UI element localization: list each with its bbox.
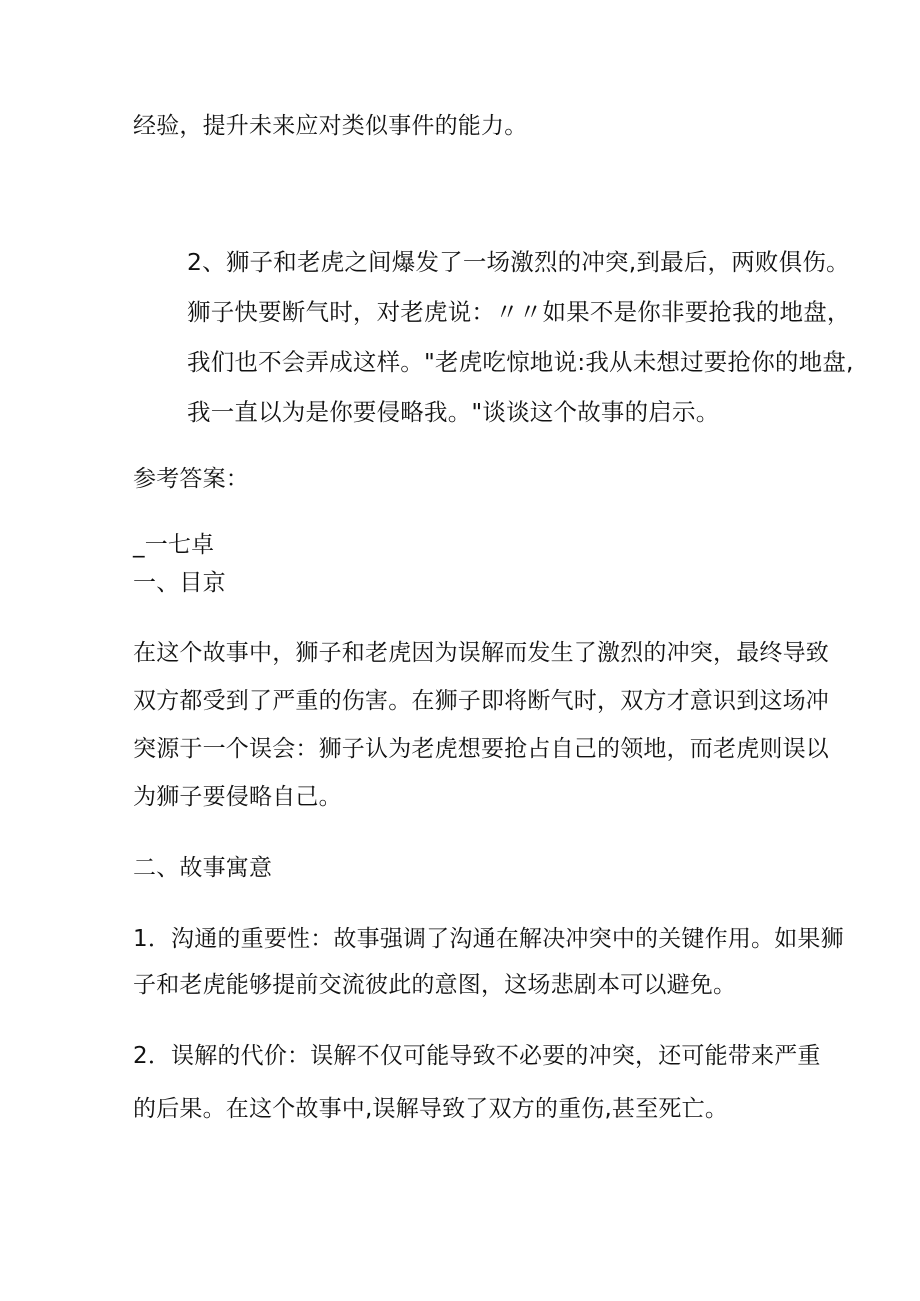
question-line: 我一直以为是你要侵略我。"谈谈这个故事的启示。 [187, 398, 720, 426]
intro-continuation: 经验，提升未来应对类似事件的能力。 [133, 113, 528, 139]
point-line: 子和老虎能够提前交流彼此的意图，这场悲剧本可以避免。 [133, 972, 737, 998]
chapter-marker: _一七卓 [133, 532, 215, 558]
paragraph-line: 双方都受到了严重的伤害。在狮子即将断气时，双方才意识到这场冲 [133, 688, 829, 714]
point-line: 1．沟通的重要性：故事强调了沟通在解决冲突中的关键作用。如果狮 [133, 926, 844, 952]
section-two-heading: 二、故事寓意 [133, 855, 273, 881]
point-line: 2．误解的代价：误解不仅可能导致不必要的冲突，还可能带来严重 [133, 1043, 821, 1069]
paragraph-line: 在这个故事中，狮子和老虎因为误解而发生了激烈的冲突，最终导致 [133, 640, 829, 666]
question-line: 2、狮子和老虎之间爆发了一场激烈的冲突,到最后，两败俱伤。 [187, 248, 850, 276]
paragraph-line: 突源于一个误会：狮子认为老虎想要抢占自己的领地，而老虎则误以 [133, 736, 829, 762]
answer-label: 参考答案： [133, 466, 249, 492]
paragraph-line: 为狮子要侵略自己。 [133, 784, 342, 810]
question-line: 我们也不会弄成这样。"老虎吃惊地说:我从未想过要抢你的地盘, [187, 348, 854, 376]
point-line: 的后果。在这个故事中,误解导致了双方的重伤,甚至死亡。 [133, 1096, 729, 1122]
question-line: 狮子快要断气时，对老虎说：〃〃如果不是你非要抢我的地盘， [187, 298, 851, 326]
section-one-heading: 一、目京 [133, 570, 226, 596]
